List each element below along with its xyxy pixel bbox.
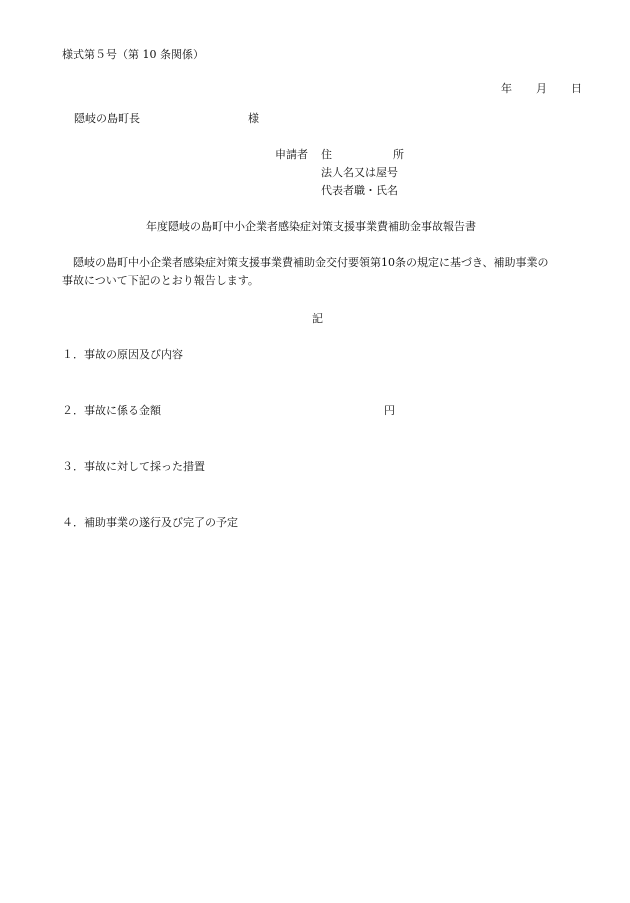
corp-name-label: 法人名又は屋号	[321, 166, 398, 179]
item-4: ４．補助事業の遂行及び完了の予定	[62, 516, 238, 529]
ki-heading: 記	[312, 312, 323, 325]
item-2-unit: 円	[384, 404, 395, 417]
item-1: １．事故の原因及び内容	[62, 348, 183, 361]
date-day: 日	[571, 82, 582, 95]
body-line-1: 隠岐の島町中小企業者感染症対策支援事業費補助金交付要領第10条の規定に基づき、補助事業の	[73, 256, 549, 269]
form-number: 様式第５号（第 10 条関係）	[62, 48, 204, 61]
address-label-1: 住	[321, 148, 332, 161]
applicant-label: 申請者	[275, 148, 308, 161]
addressee-honorific: 様	[248, 112, 259, 125]
date-year: 年	[501, 82, 512, 95]
addressee-name: 隠岐の島町長	[74, 112, 140, 125]
address-label-2: 所	[393, 148, 404, 161]
body-line-2: 事故について下記のとおり報告します。	[62, 274, 259, 287]
item-3: ３．事故に対して採った措置	[62, 460, 205, 473]
representative-label: 代表者職・氏名	[321, 184, 398, 197]
date-month: 月	[536, 82, 547, 95]
item-2: ２．事故に係る金額	[62, 404, 161, 417]
document-title: 年度隠岐の島町中小企業者感染症対策支援事業費補助金事故報告書	[146, 220, 476, 233]
